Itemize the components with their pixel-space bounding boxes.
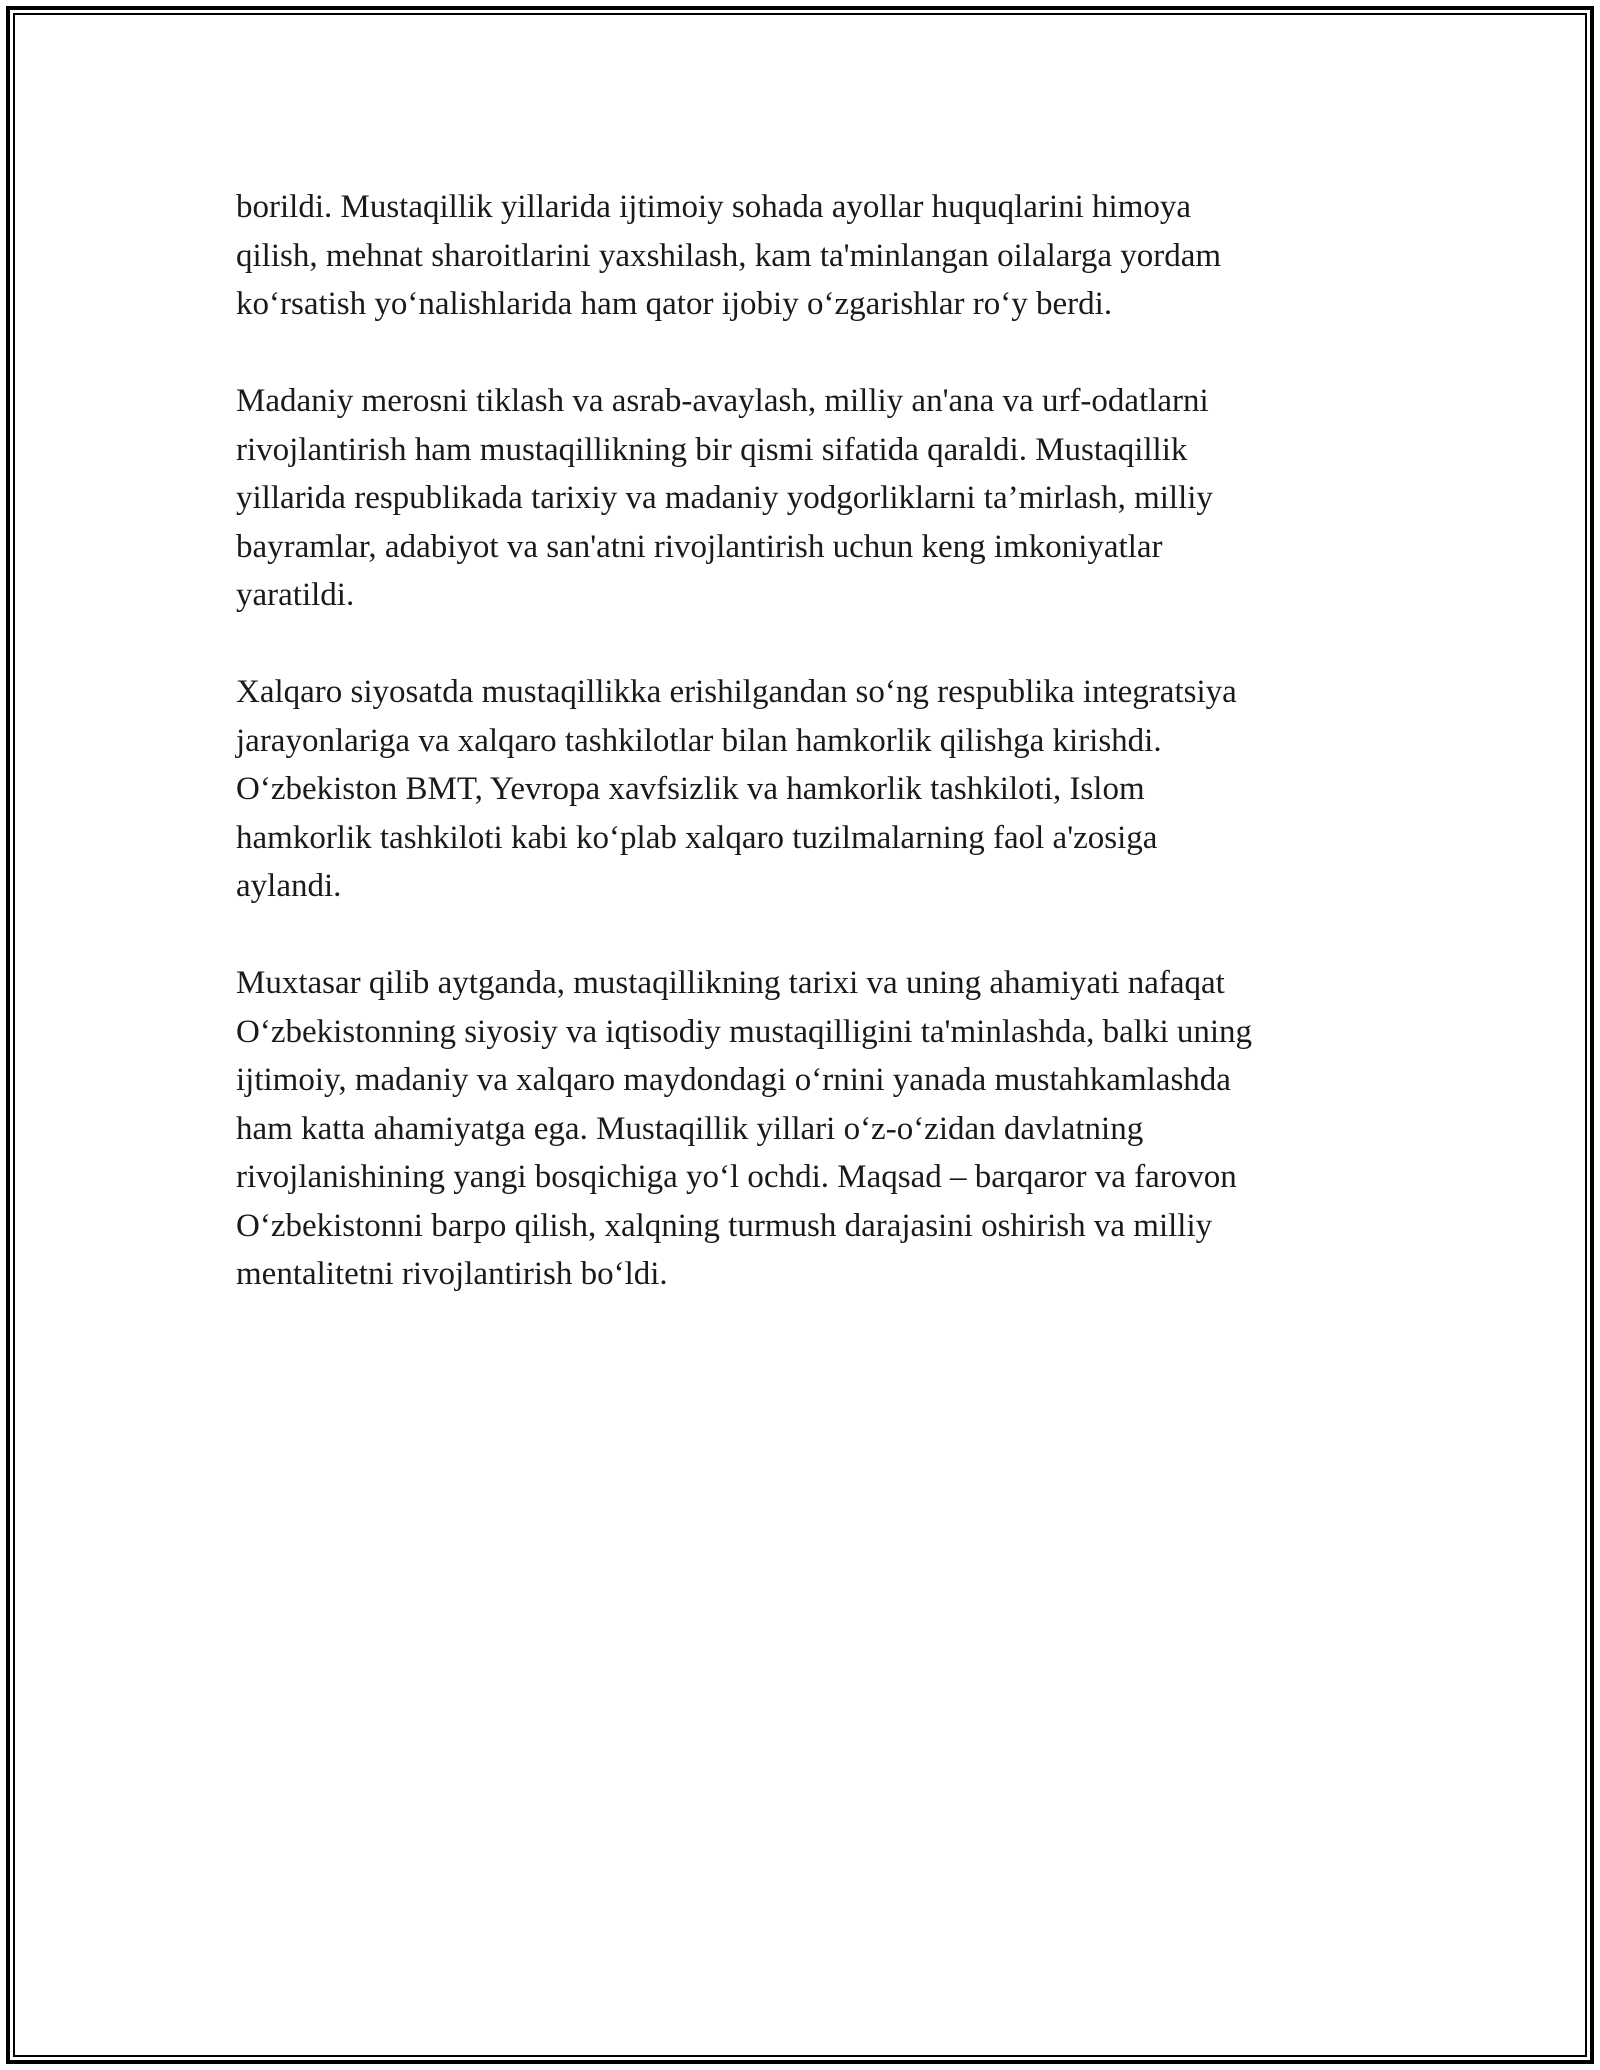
text-line: ham katta ahamiyatga ega. Mustaqillik yillari o‘z-o‘zidan davlatning <box>236 1110 1144 1147</box>
text-line: ijtimoiy, madaniy va xalqaro maydondagi o‘rnini yanada mustahkamlashda <box>236 1062 1231 1098</box>
paragraph-international-policy <box>236 668 1376 911</box>
text-line: bayramlar, adabiyot va san'atni rivojlantirish uchun keng imkoniyatlar <box>236 528 1163 565</box>
text-line: O‘zbekiston BMT, Yevropa xavfsizlik va hamkorlik tashkiloti, Islom <box>236 771 1145 807</box>
text-line: rivojlantirish ham mustaqillikning bir qismi sifatida qaraldi. Mustaqillik <box>236 431 1188 468</box>
paragraph-conclusion <box>236 959 1376 1299</box>
text-line: ko‘rsatish yo‘nalishlarida ham qator ijobiy o‘zgarishlar ro‘y berdi. <box>236 286 1113 322</box>
paragraph-women-rights <box>236 183 1376 329</box>
text-line: borildi. Mustaqillik yillarida ijtimoiy sohada ayollar huquqlarini himoya <box>236 189 1192 225</box>
text-line: qilish, mehnat sharoitlarini yaxshilash, kam ta'minlangan oilalarga yordam <box>236 237 1222 274</box>
text-line: aylandi. <box>236 868 342 904</box>
text-line: jarayonlariga va xalqaro tashkilotlar bilan hamkorlik qilishga kirishdi. <box>236 722 1162 759</box>
text-line: Xalqaro siyosatda mustaqillikka erishilgandan so‘ng respublika integratsiya <box>236 674 1237 710</box>
text-line: Madaniy merosni tiklash va asrab-avaylash, milliy an'ana va urf-odatlarni <box>236 383 1209 419</box>
text-line: Muxtasar qilib aytganda, mustaqillikning tarixi va uning ahamiyati nafaqat <box>236 965 1225 1001</box>
text-line: O‘zbekistonning siyosiy va iqtisodiy mustaqilligini ta'minlashda, balki uning <box>236 1013 1253 1050</box>
document-body <box>236 183 1376 1347</box>
text-line: yillarida respublikada tarixiy va madaniy yodgorliklarni ta’mirlash, milliy <box>236 480 1213 516</box>
text-line: yaratildi. <box>236 577 355 613</box>
text-line: O‘zbekistonni barpo qilish, xalqning turmush darajasini oshirish va milliy <box>236 1207 1213 1244</box>
text-line: mentalitetni rivojlantirish bo‘ldi. <box>236 1256 668 1292</box>
text-line: rivojlanishining yangi bosqichiga yo‘l ochdi. Maqsad – barqaror va farovon <box>236 1159 1237 1195</box>
paragraph-cultural-heritage <box>236 377 1376 620</box>
text-line: hamkorlik tashkiloti kabi ko‘plab xalqaro tuzilmalarning faol a'zosiga <box>236 819 1158 856</box>
